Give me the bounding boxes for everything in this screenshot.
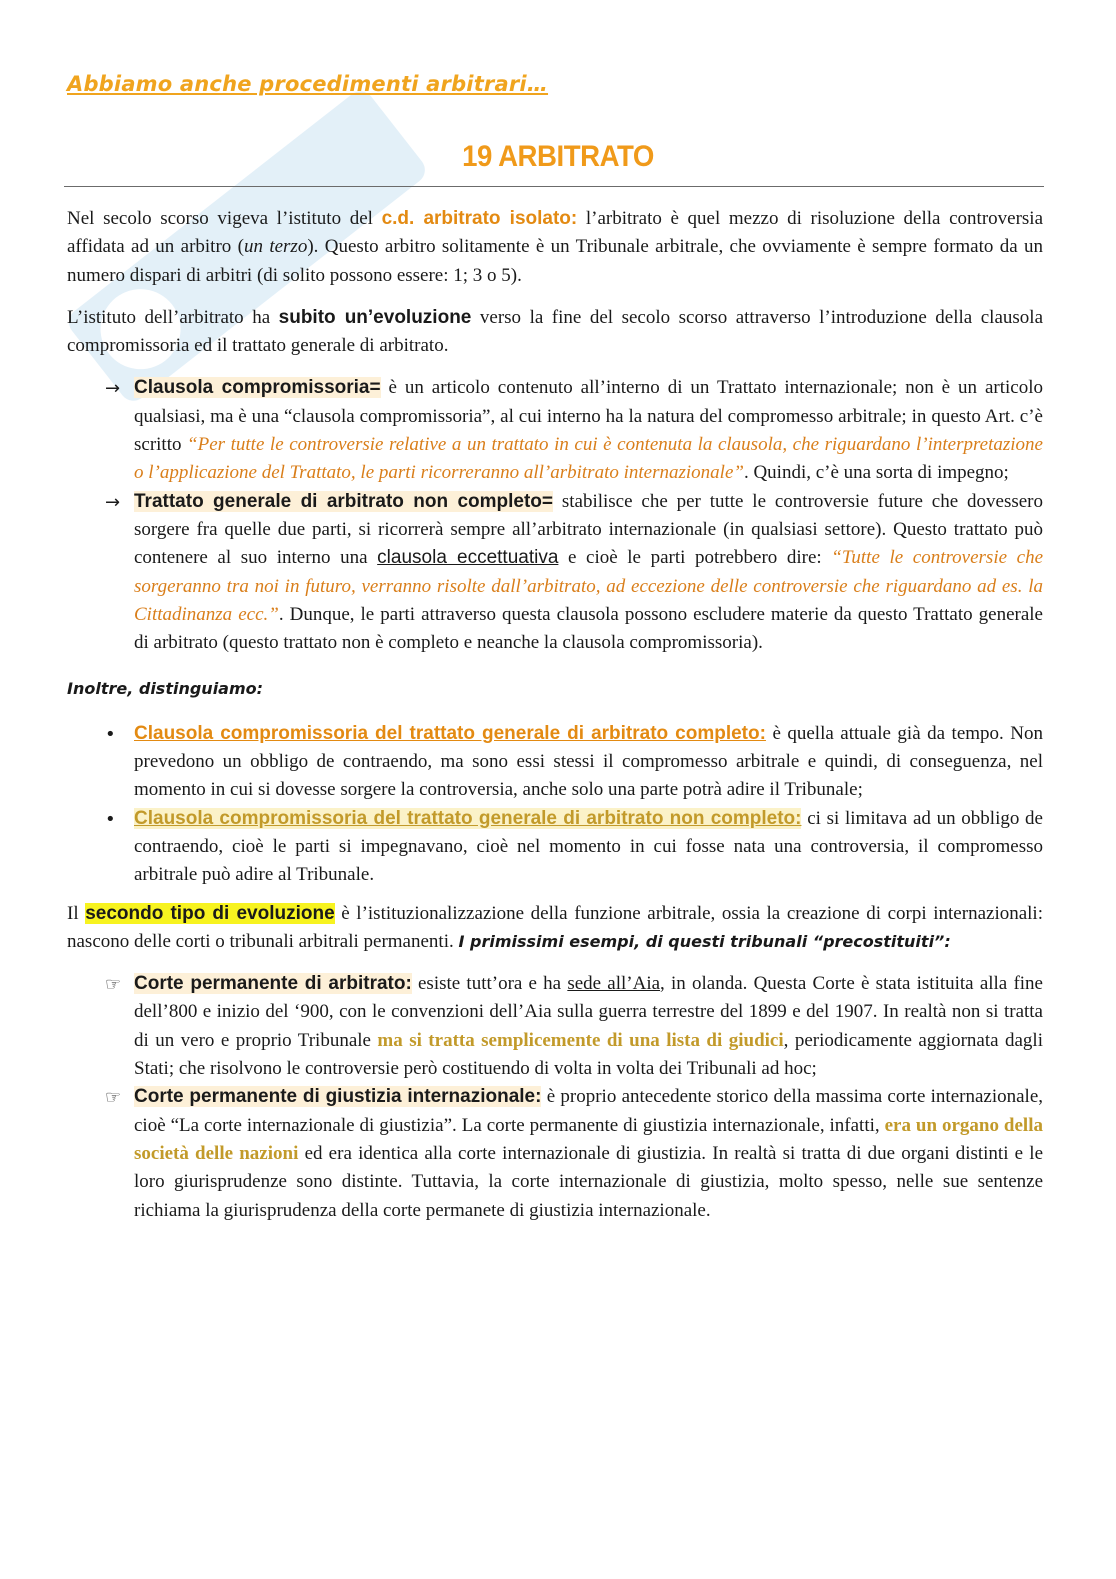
subheading: Inoltre, distinguiamo: [67, 679, 264, 699]
list-item: • Clausola compromissoria del trattato generale di arbitrato non completo: ci si limitava ad un obbligo de contraendo, cioè le parti si impegnavano, cioè nel momento in cui fosse nata una controversia, il compromesso arbitrale può adire al Tribunale. [105, 807, 1043, 886]
list-item-term: Clausola compromissoria del trattato generale di arbitrato completo: [134, 722, 766, 744]
document-body [67, 205, 1043, 1235]
term-arbitrato-isolato: c.d. arbitrato isolato: [381, 208, 578, 229]
top-note: Abbiamo anche procedimenti arbitrari… [67, 72, 549, 96]
list-item: → Clausola compromissoria= è un articolo contenuto all’interno di un Trattato internazionale; non è un articolo qualsiasi, ma è una “clausola compromissoria”, al cui interno ha la natura del compromesso arbitrale; in questo Art. c’è scritto “Per tutte le controversie relative a un trattato in cui è contenuta la clausola, che riguardano l’interpretazione o l’applicazione del Trattato, le parti ricorreranno all’arbitrato internazionale”. Quindi, c’è una sorta di impegno; [105, 377, 1043, 484]
paragraph-intro: Nel secolo scorso vigeva l’istituto del c.d. arbitrato isolato: l’arbitrato è quel mezzo di risoluzione della controversia affidata ad un arbitro (un terzo). Questo arbitro solitamente è un Tribunale arbitrale, che ovviamente è sempre formato da un numero dispari di arbitri (di solito possono essere: 1; 3 o 5). [67, 208, 1044, 286]
list-item: • Clausola compromissoria del trattato generale di arbitrato completo: è quella attuale già da tempo. Non prevedono un obbligo de contraendo, ma sono essi stessi il compromesso arbitrale e quindi, di conseguenza, nel momento in cui si dovesse sorgere la controversia, anche solo una parte potrà adire il Tribunale; [105, 722, 1043, 801]
paragraph-evoluzione: L’istituto dell’arbitrato ha subito un’evoluzione verso la fine del secolo scorso attraverso l’introduzione della clausola compromissoria ed il trattato generale di arbitrato. [67, 306, 1043, 357]
list-item-term: Trattato generale di arbitrato non completo= [134, 490, 553, 512]
title-divider [64, 186, 1044, 187]
bullet-icon: • [105, 723, 116, 745]
list-item-term: Clausola compromissoria del trattato generale di arbitrato non completo: [134, 807, 802, 829]
list-item-term: Corte permanente di arbitrato: [134, 973, 412, 995]
hand-list [67, 970, 1043, 1225]
term-subito-evoluzione: subito un’evoluzione [278, 306, 472, 328]
list-item: ☞ Corte permanente di giustizia internazionale: è proprio antecedente storico della massima corte internazionale, cioè “La corte internazionale di giustizia”. La corte permanente di giustizia internazionale, infatti, era un organo della società delle nazioni ed era identica alla corte internazionale di giustizia. In realtà si tratta di due organi distinti e le loro giurisprudenze sono distinte. Tuttavia, la corte internazionale di giustizia, molto spesso, nelle sue sentenze richiama la giurisprudenza della corte permanete di giustizia internazionale. [105, 1086, 1044, 1221]
page-title: 19 ARBITRATO [462, 140, 654, 173]
bullet-icon: • [105, 808, 116, 830]
bullet-list [67, 720, 1043, 890]
list-item: ☞ Corte permanente di arbitrato: esiste tutt’ora e ha sede all’Aia, in olanda. Questa Corte è stata istituita alla fine dell’800 e inizio del ‘900, con le convenzioni dell’Aia sulla guerra terrestre del 1899 e del 1907. In realtà non si tratta di un vero e proprio Tribunale ma si tratta semplicemente di una lista di giudici, periodicamente aggiornata dagli Stati; che risolvono le controversie però costituendo di volta in volta dei Tribunali ad hoc; [105, 973, 1043, 1080]
arrow-list [67, 374, 1043, 657]
pointing-hand-icon: ☞ [105, 974, 122, 996]
list-item-term: Corte permanente di giustizia internazionale: [134, 1086, 542, 1108]
arrow-right-icon: → [105, 491, 121, 513]
paragraph-secondo-tipo: Il secondo tipo di evoluzione è l’istituzionalizzazione della funzione arbitrale, ossia la creazione di corpi internazionali: nascono delle corti o tribunali arbitrali permanenti. I primissimi esempi, di questi tribunali “precostituiti”: [67, 902, 1043, 952]
list-item-term: Clausola compromissoria= [134, 377, 381, 399]
list-item: → Trattato generale di arbitrato non completo= stabilisce che per tutte le controversie future che dovessero sorgere fra quelle due parti, si ricorrerà sempre all’arbitrato internazionale (in qualsiasi settore). Questo trattato può contenere al suo interno una clausola eccettuativa e cioè le parti potrebbero dire: “Tutte le controversie che sorgeranno tra noi in futuro, verranno risolte dall’arbitrato, ad eccezione delle controversie che riguardano ad es. la Cittadinanza ecc.”. Dunque, le parti attraverso questa clausola possono escludere materie da questo Trattato generale di arbitrato (questo trattato non è completo e neanche la clausola compromissoria). [105, 490, 1043, 654]
highlight-secondo-tipo: secondo tipo di evoluzione [85, 902, 335, 924]
pointing-hand-icon: ☞ [105, 1087, 122, 1109]
arrow-right-icon: → [105, 378, 121, 400]
